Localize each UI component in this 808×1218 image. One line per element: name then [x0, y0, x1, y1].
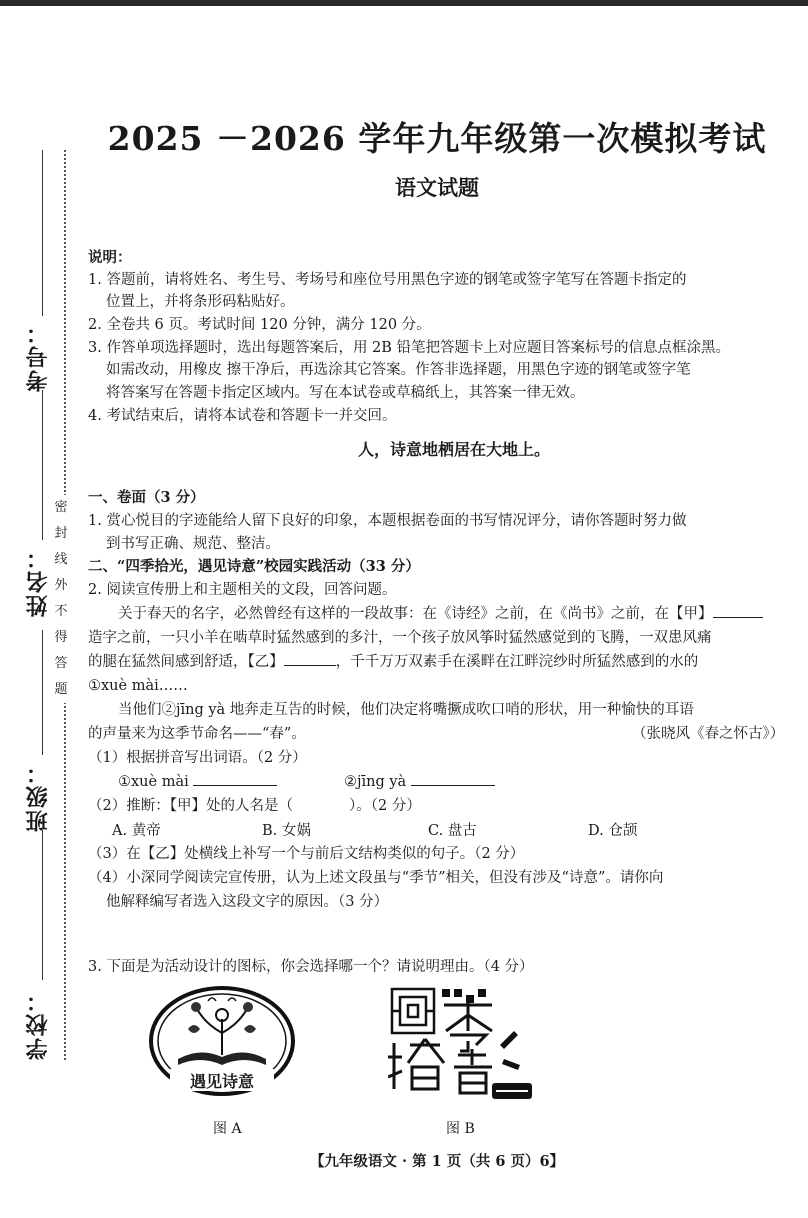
passage-source: （张晓风《春之怀古》） [632, 726, 785, 742]
passage-line: 的腿在猛然间感到舒适，【乙】 ，千千万万双素手在溪畔在江畔浣纱时所猛然感到的水的 [88, 651, 698, 673]
q1-line: 到书写正确、规范、整洁。 [106, 536, 280, 552]
q3-prompt: 3. 下面是为活动设计的图标，你会选择哪一个？请说明理由。（4 分） [88, 959, 534, 975]
pinyin-2-row: ②jīng yà [344, 771, 495, 793]
seal-char: 不 [54, 604, 68, 619]
figure-a-caption: 图 A [213, 1121, 242, 1137]
binding-margin [0, 140, 80, 1060]
instruction-line: 3. 作答单项选择题时，选出每题答案后，用 2B 铅笔把答题卡上对应题目答案标号的信息点框涂黑。 [88, 340, 731, 356]
passage-line: 的声量来为这季节命名——“春”。 [88, 726, 306, 742]
icon-figure-b[interactable] [388, 985, 534, 1103]
blank-yi[interactable] [284, 651, 336, 666]
option-d[interactable]: D. 仓颉 [588, 823, 638, 839]
sub-question-1: （1）根据拼音写出词语。（2 分） [88, 750, 307, 766]
section1-heading: 一、卷面（3 分） [88, 489, 205, 506]
seal-line-notice [52, 495, 70, 703]
figure-a-text: 遇见诗意 [189, 1072, 254, 1091]
passage-line: 关于春天的名字，必然曾经有这样的一段故事：在《诗经》之前，在《尚书》之前，在【甲】 [118, 603, 763, 625]
q2-prompt: 2. 阅读宣传册上和主题相关的文段，回答问题。 [88, 582, 397, 598]
sub-question-4: 他解释编写者选入这段文字的原因。（3 分） [106, 894, 389, 910]
sub-question-2: （2）推断：【甲】处的人名是（ ）。（2 分） [88, 798, 421, 814]
seal-char: 线 [54, 552, 68, 567]
pinyin-1-row: ①xuè mài [118, 771, 277, 793]
instruction-line: 2. 全卷共 6 页。考试时间 120 分钟，满分 120 分。 [88, 317, 431, 333]
seal-char: 题 [54, 682, 68, 697]
passage-line: 当他们②jīng yà 地奔走互告的时候，他们决定将嘴撅成吹口哨的形状，用一种愉快的耳语 [118, 702, 694, 718]
exam-number-blank[interactable] [42, 150, 43, 316]
instruction-line: 1. 答题前，请将姓名、考生号、考场号和座位号用黑色字迹的钢笔或签字笔写在答题卡指定的 [88, 272, 687, 288]
motto: 人，诗意地栖居在大地上。 [358, 440, 551, 459]
sub-question-3: （3）在【乙】处横线上补写一个与前后文结构类似的句子。（2 分） [88, 846, 525, 862]
exam-subtitle: 语文试题 [395, 175, 479, 200]
section2-heading: 二、“四季拾光，遇见诗意”校园实践活动（33 分） [88, 558, 420, 575]
instruction-line: 将答案写在答题卡指定区域内。写在本试卷或草稿纸上，其答案一律无效。 [106, 385, 585, 401]
option-b[interactable]: B. 女娲 [262, 823, 311, 839]
seal-char: 答 [54, 656, 68, 671]
exam-title: 2025 －2026 学年九年级第一次模拟考试 [107, 119, 767, 158]
school-label: 学校： [25, 988, 51, 1060]
figure-b-emblem [388, 985, 534, 1103]
pinyin-2-answer-blank[interactable] [411, 771, 495, 786]
option-c[interactable]: C. 盘古 [428, 823, 477, 839]
instructions-heading: 说明： [88, 249, 132, 266]
school-blank[interactable] [42, 830, 43, 980]
sub-question-4: （4）小深同学阅读完宣传册，认为上述文段虽与“季节”相关，但没有涉及“诗意”。请你向 [88, 870, 664, 886]
passage-line: 造字之前，一只小羊在啮草时猛然感到的多汁，一个孩子放风筝时猛然感觉到的飞腾，一双患风痛 [88, 630, 712, 646]
page-footer: 【九年级语文 · 第 1 页（共 6 页）6】 [309, 1153, 565, 1170]
passage-line: ①xuè mài…… [88, 678, 188, 694]
class-blank[interactable] [42, 630, 43, 755]
seal-char: 外 [54, 578, 68, 593]
icon-figure-a[interactable] [148, 985, 296, 1097]
seal-char: 得 [54, 630, 68, 645]
name-label: 姓名： [25, 545, 51, 617]
instruction-line: 位置上，并将条形码粘贴好。 [106, 294, 295, 310]
exam-number-label: 考号： [25, 320, 51, 392]
figure-b-caption: 图 B [446, 1121, 475, 1137]
option-a[interactable]: A. 黄帝 [112, 823, 161, 839]
name-blank[interactable] [42, 390, 43, 540]
instruction-line: 如需改动，用橡皮 擦干净后，再选涂其它答案。作答非选择题，用黑色字迹的钢笔或签字笔 [106, 362, 691, 378]
seal-char: 密 [54, 500, 68, 515]
pinyin-1-answer-blank[interactable] [193, 771, 277, 786]
blank-jia-start [713, 603, 763, 618]
q1-line: 1. 赏心悦目的字迹能给人留下良好的印象，本题根据卷面的书写情况评分，请你答题时努力做 [88, 513, 687, 529]
seal-char: 封 [54, 526, 68, 541]
class-label: 班级： [25, 760, 51, 832]
instruction-line: 4. 考试结束后，请将本试卷和答题卡一并交回。 [88, 408, 397, 424]
